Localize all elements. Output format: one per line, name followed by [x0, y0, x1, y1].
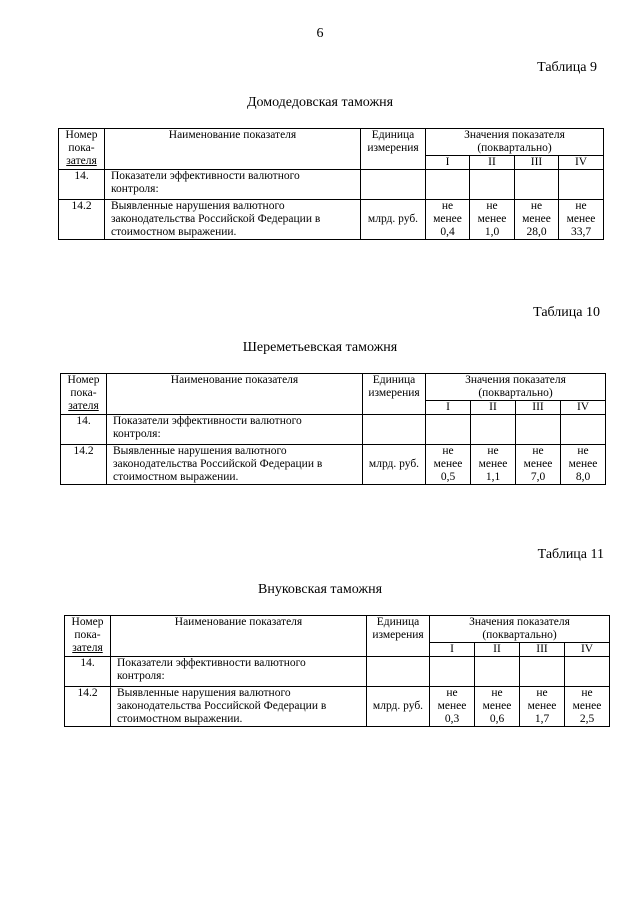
quarter-value: не менее 1,0 — [470, 200, 515, 240]
row-name: Выявленные нарушения валютного законодательства Российской Федерации в стоимостном выражении. — [107, 445, 363, 485]
quarter-header: III — [520, 643, 565, 657]
row-number: 14.2 — [61, 445, 107, 485]
quarter-value: не менее 1,7 — [520, 687, 565, 727]
quarter-header: II — [475, 643, 520, 657]
header-name: Наименование показателя — [105, 129, 361, 170]
customs-title: Домодедовская таможня — [246, 95, 394, 110]
header-unit: Единица измерения — [363, 374, 426, 415]
row-number: 14.2 — [65, 687, 111, 727]
quarter-header: I — [426, 156, 470, 170]
indicator-table — [60, 373, 606, 485]
customs-title: Шереметьевская таможня — [242, 340, 398, 355]
header-values: Значения показателя (поквартально) — [426, 374, 606, 401]
header-unit: Единица измерения — [367, 616, 430, 657]
quarter-header: II — [470, 156, 515, 170]
quarter-value: не менее 0,3 — [430, 687, 475, 727]
row-unit: млрд. руб. — [361, 200, 426, 240]
quarter-value: не менее 0,6 — [475, 687, 520, 727]
header-unit: Единица измерения — [361, 129, 426, 170]
row-unit: млрд. руб. — [363, 445, 426, 485]
row-number: 14. — [65, 657, 111, 687]
row-unit — [361, 170, 426, 200]
row-number: 14. — [61, 415, 107, 445]
quarter-header: II — [471, 401, 516, 415]
indicator-table — [64, 615, 610, 727]
header-number: Номер пока- зателя — [65, 616, 111, 657]
quarter-value: не менее 2,5 — [565, 687, 610, 727]
header-name: Наименование показателя — [107, 374, 363, 415]
row-unit — [363, 415, 426, 445]
quarter-header: IV — [565, 643, 610, 657]
table-caption: Таблица 10 — [533, 305, 600, 320]
indicator-table — [58, 128, 604, 240]
header-number: Номер пока- зателя — [61, 374, 107, 415]
quarter-value: не менее 1,1 — [471, 445, 516, 485]
quarter-header: IV — [559, 156, 604, 170]
header-number: Номер пока- зателя — [59, 129, 105, 170]
quarter-value: не менее 0,4 — [426, 200, 470, 240]
quarter-header: IV — [561, 401, 606, 415]
quarter-value: не менее 0,5 — [426, 445, 471, 485]
row-name: Выявленные нарушения валютного законодательства Российской Федерации в стоимостном выражении. — [105, 200, 361, 240]
table-caption: Таблица 11 — [537, 547, 604, 562]
row-name: Выявленные нарушения валютного законодательства Российской Федерации в стоимостном выражении. — [111, 687, 367, 727]
quarter-value: не менее 7,0 — [516, 445, 561, 485]
quarter-header: III — [515, 156, 559, 170]
row-name: Показатели эффективности валютного контроля: — [107, 415, 363, 445]
page-number: 6 — [316, 26, 324, 41]
row-number: 14.2 — [59, 200, 105, 240]
table-caption: Таблица 9 — [537, 60, 597, 75]
row-unit: млрд. руб. — [367, 687, 430, 727]
row-unit — [367, 657, 430, 687]
quarter-value: не менее 28,0 — [515, 200, 559, 240]
quarter-value: не менее 33,7 — [559, 200, 604, 240]
header-name: Наименование показателя — [111, 616, 367, 657]
header-values: Значения показателя (поквартально) — [426, 129, 604, 156]
row-name: Показатели эффективности валютного контроля: — [105, 170, 361, 200]
row-name: Показатели эффективности валютного контроля: — [111, 657, 367, 687]
quarter-value: не менее 8,0 — [561, 445, 606, 485]
quarter-header: I — [426, 401, 471, 415]
quarter-header: III — [516, 401, 561, 415]
customs-title: Внуковская таможня — [257, 582, 383, 597]
row-number: 14. — [59, 170, 105, 200]
header-values: Значения показателя (поквартально) — [430, 616, 610, 643]
quarter-header: I — [430, 643, 475, 657]
